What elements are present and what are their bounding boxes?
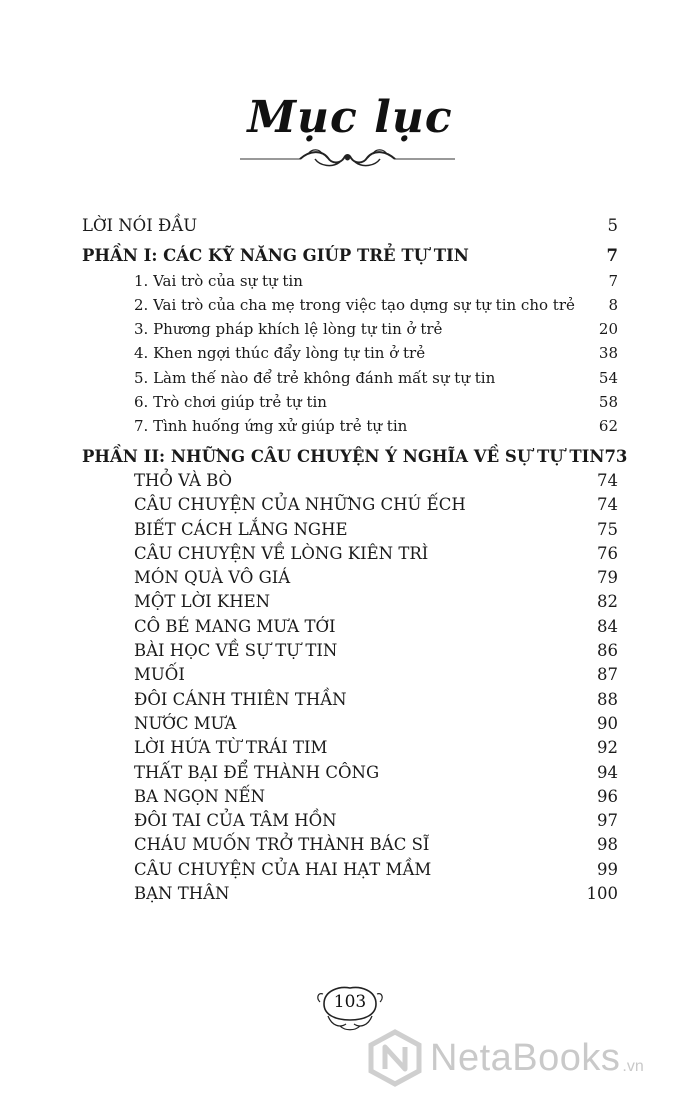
toc-entry-page: 8 [608,295,618,314]
toc-entry-row [82,882,618,906]
toc-entry-row [82,493,618,517]
toc-entry-label: CÂU CHUYỆN CỦA NHỮNG CHÚ ẾCH [134,495,466,515]
toc-entry-page: 76 [597,543,618,563]
toc-entry-page: 90 [597,713,618,733]
toc-entry-page: 82 [597,592,618,612]
toc-entry-row [82,366,618,390]
toc-entry-page: 38 [598,344,618,363]
toc-entry-page: 74 [597,495,618,515]
toc-entry-row [82,858,618,882]
toc-entry-label: CÂU CHUYỆN VỀ LÒNG KIÊN TRÌ [134,543,429,563]
table-of-contents [82,214,628,906]
toc-entry-label: 3. Phương pháp khích lệ lòng tự tin ở trẻ [134,320,443,339]
watermark-brand: NetaBooks [430,1036,621,1079]
toc-entry-row [82,469,618,493]
toc-entry-label: BIẾT CÁCH LẮNG NGHE [134,519,348,539]
toc-entry-row [82,293,618,317]
toc-entry-label: CÔ BÉ MANG MƯA TỚI [134,616,336,636]
toc-entry-page: 97 [597,811,618,831]
toc-entry-row [82,518,618,542]
toc-entry-row [82,639,618,663]
toc-entry-row [82,712,618,736]
toc-entry-row [82,809,618,833]
title-flourish-ornament [240,146,455,172]
toc-entry-label: THỎ VÀ BÒ [134,470,233,490]
toc-entry-row [82,269,618,293]
toc-entry-page: 54 [598,368,618,387]
toc-entry-row [82,341,618,365]
toc-entry-page: 20 [598,320,618,339]
toc-entry-row [82,214,618,238]
toc-entry-label: 4. Khen ngợi thúc đẩy lòng tự tin ở trẻ [134,344,426,363]
toc-entry-page: 99 [597,859,618,879]
toc-entry-page: 75 [597,519,618,539]
toc-entry-page: 79 [597,568,618,588]
toc-entry-page: 98 [597,835,618,855]
toc-entry-row [82,663,618,687]
toc-entry-row [82,688,618,712]
toc-entry-label: BÀI HỌC VỀ SỰ TỰ TIN [134,641,338,661]
toc-entry-label: ĐÔI TAI CỦA TÂM HỒN [134,811,337,831]
toc-entry-label: PHẦN I: CÁC KỸ NĂNG GIÚP TRẺ TỰ TIN [82,246,469,266]
toc-entry-label: MUỐI [134,665,185,685]
toc-entry-page: 88 [597,689,618,709]
toc-entry-label: 7. Tình huống ứng xử giúp trẻ tự tin [134,417,408,436]
toc-entry-page: 7 [606,246,618,266]
toc-entry-page: 100 [586,884,618,904]
netabooks-logo-icon [366,1029,424,1087]
toc-entry-label: LỜI NÓI ĐẦU [82,216,198,235]
toc-entry-label: MÓN QUÀ VÔ GIÁ [134,568,291,588]
toc-entry-label: CHÁU MUỐN TRỞ THÀNH BÁC SĨ [134,835,430,855]
toc-entry-row [82,566,618,590]
toc-entry-page: 62 [598,417,618,436]
toc-entry-row [82,542,618,566]
toc-part-row [82,244,618,268]
toc-entry-label: CÂU CHUYỆN CỦA HAI HẠT MẦM [134,859,432,879]
page-number-badge [310,982,390,1032]
toc-entry-row [82,833,618,857]
toc-entry-page: 73 [604,446,628,466]
toc-entry-label: THẤT BẠI ĐỂ THÀNH CÔNG [134,762,380,782]
toc-entry-page: 96 [597,786,618,806]
toc-entry-label: NƯỚC MƯA [134,713,237,733]
toc-entry-page: 94 [597,762,618,782]
toc-entry-page: 92 [597,738,618,758]
toc-entry-page: 84 [597,616,618,636]
toc-entry-row [82,317,618,341]
toc-entry-row [82,736,618,760]
toc-entry-label: LỜI HỨA TỪ TRÁI TIM [134,738,328,758]
toc-entry-row [82,390,618,414]
toc-part-row [82,445,628,469]
page-title: Mục lục [247,92,453,143]
toc-entry-row [82,590,618,614]
toc-entry-label: ĐÔI CÁNH THIÊN THẦN [134,689,347,709]
toc-entry-label: BA NGỌN NẾN [134,786,266,806]
toc-entry-label: 5. Làm thế nào để trẻ không đánh mất sự tự tin [134,368,496,387]
toc-entry-page: 86 [597,641,618,661]
watermark-suffix: .vn [622,1058,644,1075]
toc-entry-label: MỘT LỜI KHEN [134,592,271,612]
toc-entry-label: BẠN THÂN [134,884,230,904]
watermark [366,1026,696,1090]
toc-entry-page: 74 [597,470,618,490]
page-number: 103 [333,992,367,1012]
toc-entry-row [82,615,618,639]
toc-entry-row [82,785,618,809]
toc-entry-page: 5 [607,216,618,235]
toc-entry-page: 87 [597,665,618,685]
toc-entry-label: PHẦN II: NHỮNG CÂU CHUYỆN Ý NGHĨA VỀ SỰ TỰ TIN [82,446,605,466]
toc-entry-row [82,414,618,438]
toc-entry-page: 7 [608,271,618,290]
toc-entry-label: 6. Trò chơi giúp trẻ tự tin [134,393,327,412]
toc-entry-label: 1. Vai trò của sự tự tin [134,271,303,290]
toc-entry-page: 58 [598,393,618,412]
toc-entry-row [82,761,618,785]
toc-entry-label: 2. Vai trò của cha mẹ trong việc tạo dựng sự tự tin cho trẻ [134,295,575,314]
